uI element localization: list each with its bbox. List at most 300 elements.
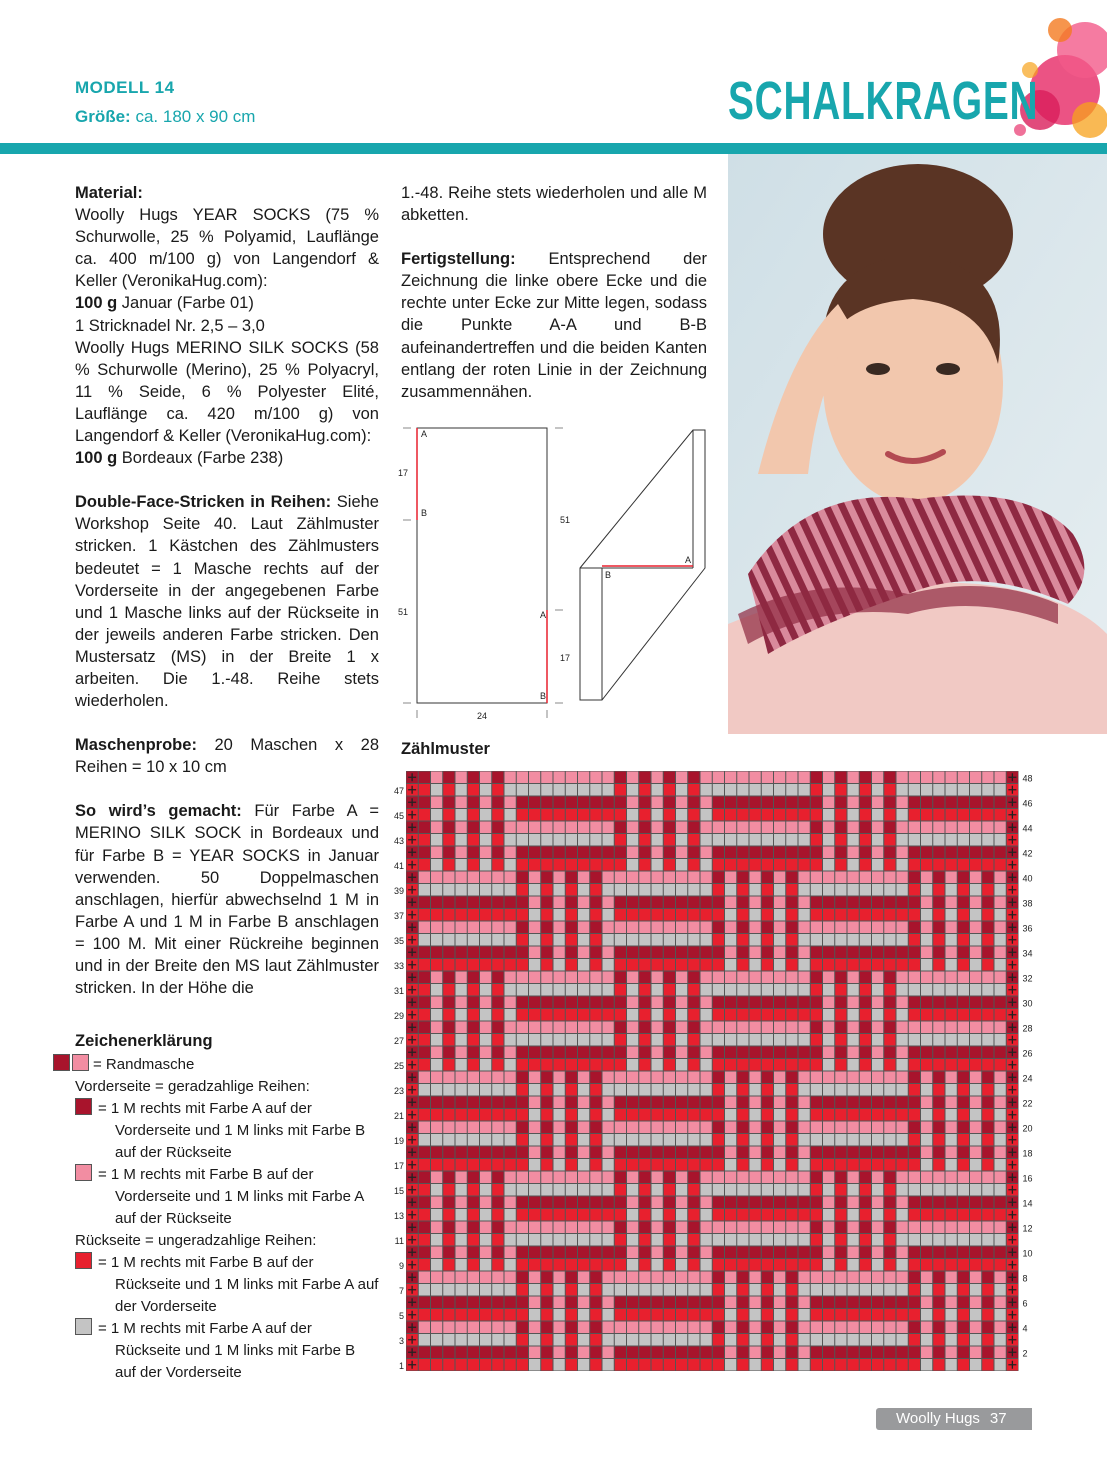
chart-cell: [713, 922, 724, 934]
chart-cell: [517, 1047, 528, 1059]
chart-cell: [835, 934, 846, 946]
chart-cell: [590, 1134, 601, 1146]
chart-cell: [431, 1322, 442, 1334]
chart-cell: [848, 959, 859, 971]
chart-cell: [946, 1284, 957, 1296]
chart-cell: [982, 1234, 993, 1246]
chart-cell: [566, 1147, 577, 1159]
chart-cell: [921, 1334, 932, 1346]
chart-cell: [554, 1247, 565, 1259]
chart-cell: [627, 959, 638, 971]
chart-cell: [480, 1147, 491, 1159]
chart-cell: [713, 1122, 724, 1134]
chart-cell: [492, 1022, 503, 1034]
chart-cell: [823, 772, 834, 784]
chart-cell: [799, 1247, 810, 1259]
chart-cell: [578, 859, 589, 871]
chart-cell: [652, 1322, 663, 1334]
chart-cell: [431, 1072, 442, 1084]
chart-cell: [995, 1109, 1006, 1121]
chart-cell: [529, 1234, 540, 1246]
chart-cell: [456, 1009, 467, 1021]
paragraph-text: 1 Stricknadel Nr. 2,5 – 3,0: [75, 316, 265, 335]
chart-cell: [688, 1159, 699, 1171]
knitting-chart: [383, 768, 1083, 1390]
chart-cell: [860, 959, 871, 971]
chart-cell: [566, 1322, 577, 1334]
chart-cell: [799, 872, 810, 884]
chart-cell: [468, 1009, 479, 1021]
chart-cell: [995, 1309, 1006, 1321]
chart-cell: [541, 984, 552, 996]
chart-cell: [627, 984, 638, 996]
chart-cell: [664, 934, 675, 946]
chart-cell: [431, 1159, 442, 1171]
chart-cell: [456, 822, 467, 834]
chart-cell: [811, 997, 822, 1009]
chart-cell: [884, 997, 895, 1009]
chart-cell: [897, 1147, 908, 1159]
chart-cell: [627, 1122, 638, 1134]
chart-cell: [627, 1272, 638, 1284]
row-label-right: 12: [1022, 1223, 1033, 1234]
chart-cell: [970, 1259, 981, 1271]
chart-cell: [517, 1272, 528, 1284]
chart-cell: [860, 972, 871, 984]
chart-cell: [909, 809, 920, 821]
chart-cell: [615, 1359, 626, 1371]
chart-cell: [725, 1284, 736, 1296]
chart-cell: [688, 1359, 699, 1371]
chart-cell: [627, 1022, 638, 1034]
chart-cell: [946, 834, 957, 846]
chart-cell: [872, 934, 883, 946]
chart-cell: [995, 1247, 1006, 1259]
chart-cell: [786, 1347, 797, 1359]
chart-cell: [578, 1159, 589, 1171]
chart-cell: [860, 1009, 871, 1021]
chart-cell: [578, 884, 589, 896]
chart-cell: [713, 797, 724, 809]
chart-cell: [872, 1047, 883, 1059]
chart-cell: [688, 1072, 699, 1084]
chart-cell: [799, 984, 810, 996]
chart-cell: [664, 1222, 675, 1234]
chart-cell: [517, 1334, 528, 1346]
chart-cell: [958, 1247, 969, 1259]
chart-cell: [774, 1084, 785, 1096]
chart-cell: [590, 1059, 601, 1071]
chart-cell: [615, 1197, 626, 1209]
chart-cell: [909, 1309, 920, 1321]
chart-cell: [799, 1284, 810, 1296]
chart-cell: [982, 1347, 993, 1359]
chart-cell: [786, 1184, 797, 1196]
chart-cell: [946, 922, 957, 934]
chart-cell: [774, 984, 785, 996]
chart-cell: [897, 1234, 908, 1246]
chart-cell: [835, 1159, 846, 1171]
chart-cell: [946, 909, 957, 921]
chart-cell: [480, 959, 491, 971]
chart-cell: [872, 1009, 883, 1021]
chart-cell: [578, 784, 589, 796]
chart-cell: [848, 984, 859, 996]
chart-cell: [688, 847, 699, 859]
chart-cell: [750, 959, 761, 971]
chart-cell: [786, 822, 797, 834]
chart-cell: [431, 897, 442, 909]
chart-cell: [505, 1334, 516, 1346]
chart-cell: [431, 797, 442, 809]
chart-cell: [701, 872, 712, 884]
chart-cell: [750, 1259, 761, 1271]
chart-cell: [505, 859, 516, 871]
bold-lead: Maschenprobe:: [75, 736, 197, 755]
chart-cell: [884, 1109, 895, 1121]
chart-cell: [860, 1134, 871, 1146]
chart-cell: [982, 897, 993, 909]
chart-cell: [713, 1059, 724, 1071]
chart-cell: [652, 909, 663, 921]
chart-cell: [811, 1122, 822, 1134]
chart-cell: [835, 822, 846, 834]
chart-cell: [603, 1297, 614, 1309]
chart-cell: [774, 809, 785, 821]
chart-cell: [823, 1284, 834, 1296]
chart-cell: [688, 1222, 699, 1234]
chart-cell: [456, 1247, 467, 1259]
chart-cell: [786, 1134, 797, 1146]
chart-cell: [872, 1122, 883, 1134]
chart-cell: [603, 1222, 614, 1234]
chart-cell: [566, 1072, 577, 1084]
chart-cell: [884, 1197, 895, 1209]
chart-cell: [676, 1209, 687, 1221]
chart-cell: [909, 872, 920, 884]
row-label-left: 17: [393, 1161, 404, 1171]
chart-cell: [774, 1284, 785, 1296]
chart-cell: [688, 959, 699, 971]
chart-cell: [799, 1059, 810, 1071]
chart-cell: [872, 809, 883, 821]
chart-cell: [639, 1122, 650, 1134]
chart-cell: [676, 1234, 687, 1246]
chart-cell: [909, 997, 920, 1009]
chart-cell: [554, 859, 565, 871]
chart-cell: [786, 922, 797, 934]
chart-cell: [664, 1134, 675, 1146]
chart-cell: [823, 1134, 834, 1146]
chart-cell: [492, 834, 503, 846]
chart-cell: [419, 934, 430, 946]
chart-cell: [946, 1109, 957, 1121]
chart-cell: [884, 1172, 895, 1184]
chart-cell: [419, 1097, 430, 1109]
chart-cell: [835, 1009, 846, 1021]
chart-cell: [995, 1147, 1006, 1159]
chart-cell: [480, 947, 491, 959]
chart-cell: [725, 1084, 736, 1096]
chart-cell: [860, 1109, 871, 1121]
chart-cell: [823, 1097, 834, 1109]
chart-cell: [468, 1197, 479, 1209]
chart-cell: [639, 1222, 650, 1234]
chart-cell: [456, 797, 467, 809]
chart-cell: [639, 1322, 650, 1334]
chart-cell: [725, 859, 736, 871]
chart-cell: [517, 1197, 528, 1209]
chart-cell: [590, 1097, 601, 1109]
chart-cell: [958, 872, 969, 884]
chart-cell: [505, 897, 516, 909]
chart-cell: [590, 972, 601, 984]
chart-cell: [541, 1234, 552, 1246]
chart-cell: [921, 1134, 932, 1146]
chart-cell: [811, 797, 822, 809]
chart-cell: [639, 1134, 650, 1146]
legend-rand: [53, 1054, 380, 1076]
chart-cell: [750, 884, 761, 896]
chart-cell: [823, 872, 834, 884]
chart-cell: [982, 1059, 993, 1071]
chart-cell: [701, 1109, 712, 1121]
chart-cell: [639, 797, 650, 809]
chart-cell: [615, 1334, 626, 1346]
chart-cell: [774, 1022, 785, 1034]
chart-cell: [970, 784, 981, 796]
chart-cell: [786, 1297, 797, 1309]
chart-cell: [750, 1059, 761, 1071]
chart-cell: [529, 1147, 540, 1159]
chart-cell: [750, 1247, 761, 1259]
chart-cell: [590, 784, 601, 796]
chart-cell: [884, 1059, 895, 1071]
left_column-paragraph: [75, 800, 379, 999]
chart-cell: [603, 959, 614, 971]
chart-cell: [786, 1209, 797, 1221]
chart-cell: [652, 809, 663, 821]
chart-cell: [603, 1284, 614, 1296]
chart-cell: [750, 997, 761, 1009]
chart-cell: [835, 1259, 846, 1271]
finishing-diagram: [395, 420, 725, 725]
chart-cell: [517, 1222, 528, 1234]
row-label-left: 37: [393, 911, 404, 921]
chart-cell: [529, 1009, 540, 1021]
chart-cell: [541, 872, 552, 884]
chart-cell: [835, 1034, 846, 1046]
chart-cell: [603, 1159, 614, 1171]
chart-cell: [701, 1234, 712, 1246]
chart-cell: [909, 909, 920, 921]
chart-cell: [590, 909, 601, 921]
chart-cell: [774, 1334, 785, 1346]
chart-cell: [713, 947, 724, 959]
row-label-left: 39: [393, 886, 404, 896]
chart-cell: [762, 934, 773, 946]
chart-cell: [517, 1034, 528, 1046]
chart-cell: [468, 1309, 479, 1321]
chart-cell: [688, 997, 699, 1009]
chart-cell: [860, 872, 871, 884]
chart-cell: [823, 809, 834, 821]
chart-cell: [468, 947, 479, 959]
chart-cell: [554, 897, 565, 909]
chart-cell: [884, 1009, 895, 1021]
chart-cell: [639, 859, 650, 871]
chart-cell: [762, 1334, 773, 1346]
chart-cell: [835, 1022, 846, 1034]
chart-cell: [762, 984, 773, 996]
chart-cell: [946, 884, 957, 896]
chart-cell: [541, 1309, 552, 1321]
chart-cell: [970, 1159, 981, 1171]
chart-cell: [860, 1059, 871, 1071]
chart-cell: [676, 1059, 687, 1071]
chart-cell: [701, 884, 712, 896]
chart-cell: [590, 1084, 601, 1096]
chart-cell: [946, 1272, 957, 1284]
chart-cell: [737, 1034, 748, 1046]
chart-cell: [995, 1022, 1006, 1034]
chart-cell: [958, 959, 969, 971]
chart-cell: [566, 1097, 577, 1109]
chart-cell: [811, 1197, 822, 1209]
chart-cell: [443, 1047, 454, 1059]
chart-cell: [946, 1334, 957, 1346]
chart-cell: [811, 1009, 822, 1021]
chart-cell: [835, 1209, 846, 1221]
chart-cell: [713, 897, 724, 909]
chart-cell: [897, 784, 908, 796]
chart-cell: [419, 1172, 430, 1184]
chart-cell: [921, 1247, 932, 1259]
chart-cell: [541, 1109, 552, 1121]
row-label-left: 19: [393, 1136, 404, 1146]
chart-cell: [492, 1172, 503, 1184]
chart-cell: [701, 1272, 712, 1284]
chart-cell: [786, 834, 797, 846]
chart-cell: [419, 1109, 430, 1121]
chart-cell: [750, 1172, 761, 1184]
chart-cell: [639, 1097, 650, 1109]
chart-cell: [627, 1247, 638, 1259]
chart-cell: [701, 934, 712, 946]
chart-cell: [529, 922, 540, 934]
chart-cell: [970, 1347, 981, 1359]
left_column-paragraph: [75, 734, 379, 778]
chart-cell: [725, 1159, 736, 1171]
chart-cell: [517, 772, 528, 784]
chart-cell: [799, 997, 810, 1009]
chart-cell: [786, 1322, 797, 1334]
swatch-red: [75, 1252, 92, 1269]
label-a-top: A: [421, 429, 428, 439]
chart-cell: [505, 1359, 516, 1371]
chart-cell: [725, 1259, 736, 1271]
chart-cell: [799, 1259, 810, 1271]
chart-cell: [995, 1047, 1006, 1059]
chart-cell: [431, 1109, 442, 1121]
chart-cell: [517, 1322, 528, 1334]
chart-cell: [921, 772, 932, 784]
chart-cell: [811, 1184, 822, 1196]
chart-cell: [688, 1034, 699, 1046]
mid_column-paragraph: [401, 182, 707, 226]
chart-cell: [909, 1022, 920, 1034]
chart-cell: [676, 784, 687, 796]
chart-cell: [786, 1284, 797, 1296]
chart-cell: [468, 922, 479, 934]
chart-cell: [799, 1309, 810, 1321]
chart-cell: [701, 1084, 712, 1096]
chart-cell: [566, 772, 577, 784]
chart-cell: [554, 872, 565, 884]
chart-cell: [517, 1247, 528, 1259]
chart-cell: [823, 859, 834, 871]
chart-cell: [884, 909, 895, 921]
chart-cell: [933, 784, 944, 796]
chart-cell: [627, 1359, 638, 1371]
chart-cell: [590, 1122, 601, 1134]
chart-cell: [884, 884, 895, 896]
chart-cell: [713, 1322, 724, 1334]
chart-cell: [468, 1059, 479, 1071]
chart-cell: [933, 959, 944, 971]
chart-cell: [774, 1259, 785, 1271]
chart-cell: [933, 934, 944, 946]
chart-cell: [774, 1322, 785, 1334]
chart-cell: [554, 1097, 565, 1109]
chart-cell: [431, 784, 442, 796]
chart-cell: [823, 897, 834, 909]
chart-cell: [762, 1109, 773, 1121]
chart-cell: [725, 1059, 736, 1071]
chart-cell: [431, 1084, 442, 1096]
chart-cell: [799, 897, 810, 909]
chart-cell: [431, 809, 442, 821]
chart-cell: [774, 1147, 785, 1159]
chart-cell: [872, 1034, 883, 1046]
chart-cell: [786, 1197, 797, 1209]
chart-cell: [566, 1109, 577, 1121]
chart-cell: [676, 972, 687, 984]
chart-cell: [982, 784, 993, 796]
chart-cell: [982, 1147, 993, 1159]
chart-cell: [786, 1247, 797, 1259]
chart-cell: [431, 872, 442, 884]
chart-cell: [811, 1234, 822, 1246]
chart-cell: [970, 1284, 981, 1296]
chart-cell: [529, 1184, 540, 1196]
chart-cell: [443, 1172, 454, 1184]
chart-cell: [603, 1009, 614, 1021]
size-value: ca. 180 x 90 cm: [135, 107, 256, 126]
chart-cell: [541, 1022, 552, 1034]
chart-cell: [884, 1272, 895, 1284]
chart-cell: [848, 1109, 859, 1121]
chart-cell: [701, 1259, 712, 1271]
chart-cell: [933, 1297, 944, 1309]
chart-cell: [517, 1347, 528, 1359]
chart-cell: [872, 1022, 883, 1034]
chart-cell: [737, 1172, 748, 1184]
chart-cell: [505, 847, 516, 859]
chart-cell: [762, 1159, 773, 1171]
chart-cell: [541, 1209, 552, 1221]
chart-cell: [995, 1259, 1006, 1271]
